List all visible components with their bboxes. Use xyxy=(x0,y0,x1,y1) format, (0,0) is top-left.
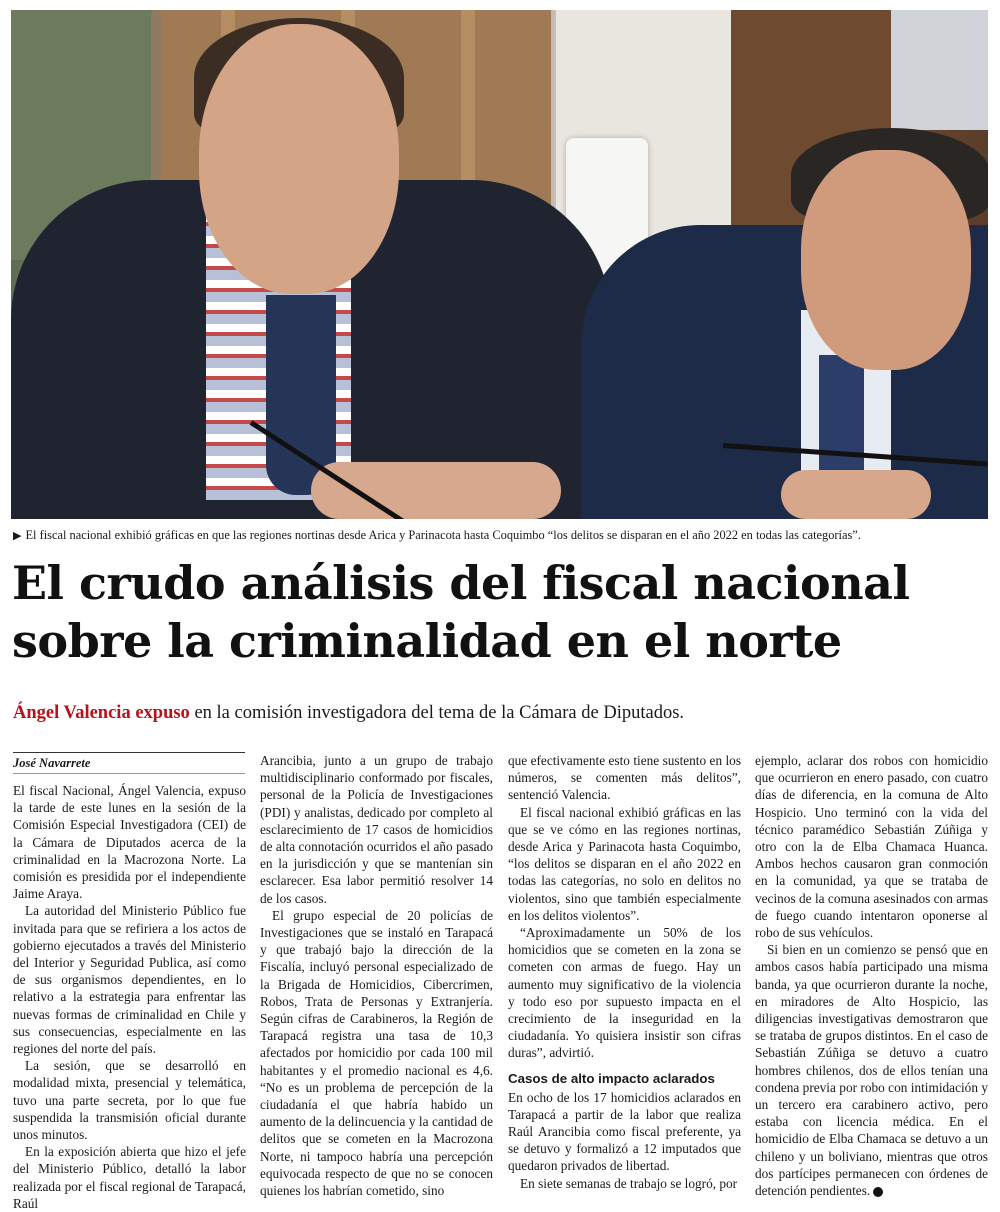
paragraph: Arancibia, junto a un grupo de trabajo multidisciplinario conformado por fiscales, personal de la Policía de Investigaciones (PDI) y analistas, dedicado por completo al esclarecimiento de 17 casos de homicidios de alta connotación ocurridos el año pasado en la jurisdicción y que se mantenían sin esclarecer. Esa labor permitió resolver 14 de los casos. xyxy=(260,753,493,906)
paragraph: En la exposición abierta que hizo el jefe del Ministerio Público, detalló la labor realizada por el fiscal regional de Tarapacá, Raúl xyxy=(13,1144,246,1211)
deck-text: en la comisión investigadora del tema de la Cámara de Diputados. xyxy=(189,703,685,723)
caption-marker-icon: ▶ xyxy=(13,530,22,542)
photo-caption xyxy=(13,527,988,544)
paragraph: El fiscal nacional exhibió gráficas en las que se ve cómo en las regiones nortinas, desde Arica y Parinacota hasta Coquimbo, “los delitos se disparan en el año 2022 en todas las categorías, no solo en delitos no violentos, sino que también especialmente en los delitos violentos”. xyxy=(508,804,741,923)
article-photo xyxy=(11,10,988,519)
paragraph: El grupo especial de 20 policías de Investigaciones que se instaló en Tarapacá y que trabajó bajo la dirección de la Fiscalía, incluyó personal especializado de la Brigada de Homicidios, Cibercrimen, Robos, Trata de Personas y Extranjería. Según cifras de Carabineros, la Región de Tarapacá registra una tasa de 10,3 afectados por homicidio por cada 100 mil habitantes y el promedio nacional es 4,6. “No es un problema de percepción de la ciudadanía el que habría habido un aumento de la delincuencia y la cantidad de delitos que se cometen en la Macrozona Norte, ni tampoco habría una percepción equivocada respecto de que no se conocen quienes los habrían cometido, sino xyxy=(260,907,493,1199)
byline: José Navarrete xyxy=(13,752,245,774)
paragraph-final xyxy=(755,941,988,1199)
subheading: Casos de alto impacto aclarados xyxy=(508,1070,715,1086)
paragraph: En siete semanas de trabajo se logró, por xyxy=(520,1175,738,1191)
paragraph: que efectivamente esto tiene sustento en los números, se comenten más delitos”, sentenció Valencia. xyxy=(508,753,741,803)
caption-text: El fiscal nacional exhibió gráficas en que las regiones nortinas desde Arica y Parinacota hasta Coquimbo “los delitos se disparan en el año 2022 en todas las categorías”. xyxy=(25,528,861,542)
deck xyxy=(13,700,993,726)
end-mark-icon xyxy=(873,1187,883,1197)
paragraph: El fiscal Nacional, Ángel Valencia, expuso la tarde de este lunes en la sesión de la Comisión Especial Investigadora (CEI) de la Cámara de Diputados acerca de la criminalidad en la Macrozona Norte. La comisión es presidida por el independiente Jaime Araya. xyxy=(13,783,246,902)
column-1 xyxy=(13,752,246,1212)
headline-line-1: El crudo análisis del fiscal nacional xyxy=(12,556,910,610)
headline-line-2: sobre la criminalidad en el norte xyxy=(12,614,842,668)
column-4 xyxy=(755,752,988,1199)
paragraph: ejemplo, aclarar dos robos con homicidio que ocurrieron en enero pasado, con cuatro días de diferencia, en la comuna de Alto Hospicio. Uno terminó con la vida del técnico paramédico Sebastián Zúñiga y otro con la de Elba Chamaca Huanca. Ambos hechos causaron gran conmoción en la comunidad, ya que se trataba de vecinos de la comuna asesinados con armas de fuego cuando intentaron oponerse al robo de sus vehículos. xyxy=(755,753,988,941)
column-2 xyxy=(260,752,493,1199)
headline xyxy=(12,554,992,670)
paragraph-final-text: Si bien en un comienzo se pensó que en ambos casos había participado una misma banda, ya que ocurrieron durante la noche, en miradores de Alto Hospicio, las diligencias investigativas demostraron que se trataba de grupos distintos. En el caso de Sebastián Zúñiga se detuvo a cuatro hombres chilenos, dos de ellos tenían una condena previa por robo con intimidación y un tercero era carabinero activo, pero estaba con licencia médica. En el homicidio de Elba Chamaca se detuvo a un chileno y un boliviano, mientras que otros dos partícipes permanecen con órdenes de detención pendientes. xyxy=(755,942,988,1199)
paragraph: “Aproximadamente un 50% de los homicidios que se cometen en la zona se cometen con armas de fuego. Hay un aumento muy significativo de la violencia y todo eso por supuesto impacta en el crecimiento de la inseguridad en la ciudadanía. Yo quisiera insistir son cifras duras”, advirtió. xyxy=(508,925,741,1061)
paragraph: La sesión, que se desarrolló en modalidad mixta, presencial y telemática, tuvo una parte secreta, por lo que fue suspendida la transmisión oficial durante unos minutos. xyxy=(13,1058,246,1143)
column-3 xyxy=(508,752,741,1192)
deck-highlight: Ángel Valencia expuso xyxy=(13,703,190,723)
paragraph: En ocho de los 17 homicidios aclarados en Tarapacá a partir de la labor que realiza Raúl Arancibia como fiscal preferente, ya se detuvo y formalizó a 12 imputados que quedaron privados de libertad. xyxy=(508,1089,741,1174)
paragraph: La autoridad del Ministerio Público fue invitada para que se refiriera a los actos de gobierno ejecutados a través del Ministerio del Interior y Seguridad Publica, así como de sus organismos dependientes, en lo relativo a la estrategia para enfrentar las nuevas formas de criminalidad en Chile y sus consecuencias, especialmente en las regiones del norte del país. xyxy=(13,903,246,1057)
